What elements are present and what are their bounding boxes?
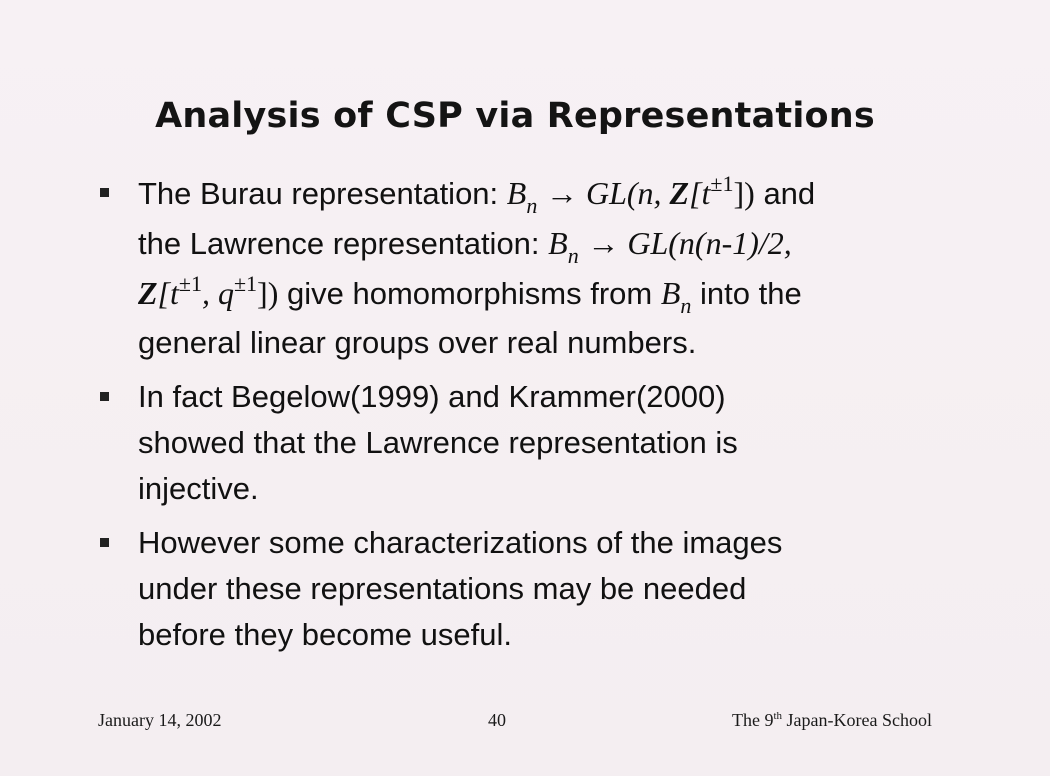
footer-event-prefix: The 9 — [732, 710, 774, 730]
bullet-item-2 — [98, 374, 978, 512]
bullet-1-text: The Burau representation: — [138, 176, 499, 211]
math-subscript: n — [680, 293, 692, 318]
bullet-2-line-1: In fact Begelow(1999) and Krammer(2000) — [138, 379, 726, 414]
math-integers: Z — [669, 175, 690, 211]
math-map: → GL(n, — [545, 175, 670, 211]
math-braid-group: B — [548, 225, 568, 261]
math-variable: [t — [689, 175, 711, 211]
math-map: → GL(n(n-1)/2, — [587, 225, 792, 261]
math-subscript: n — [526, 193, 538, 218]
bullet-item-3 — [98, 520, 978, 658]
bullet-1-text: give homomorphisms from — [286, 276, 653, 311]
math-subscript: n — [567, 243, 579, 268]
footer-event — [732, 710, 932, 731]
math-superscript: ±1 — [233, 271, 258, 296]
math-close: ]) — [733, 175, 755, 211]
bullet-2-line-3: injective. — [138, 471, 259, 506]
bullet-1-line-2 — [138, 220, 978, 270]
math-variable: , q — [201, 275, 234, 311]
bullet-3-line-3: before they become useful. — [138, 617, 512, 652]
math-braid-group: B — [506, 175, 527, 211]
slide-title: Analysis of CSP via Representations — [155, 96, 875, 136]
math-braid-group: B — [660, 275, 681, 311]
bullet-1-line-4: general linear groups over real numbers. — [138, 325, 697, 360]
footer-event-suffix: Japan-Korea School — [782, 710, 932, 730]
footer-date: January 14, 2002 — [98, 710, 222, 730]
footer-event-ordinal: th — [773, 710, 783, 722]
bullet-1-text: and — [763, 176, 816, 211]
bullet-1-text: into the — [700, 276, 802, 311]
bullet-1-text: the Lawrence representation: — [138, 226, 540, 261]
bullet-list — [98, 170, 978, 666]
math-close: ]) — [257, 275, 279, 311]
footer-page-number: 40 — [488, 710, 506, 730]
bullet-3-line-1: However some characterizations of the images — [138, 525, 783, 560]
math-variable: [t — [157, 275, 179, 311]
bullet-item-1 — [98, 170, 978, 366]
bullet-1-line-1 — [138, 170, 978, 220]
bullet-2-line-2: showed that the Lawrence representation is — [138, 425, 738, 460]
math-superscript: ±1 — [178, 271, 202, 296]
math-integers: Z — [138, 275, 158, 311]
bullet-3-line-2: under these representations may be needed — [138, 571, 747, 606]
math-superscript: ±1 — [710, 171, 734, 196]
bullet-1-line-3 — [138, 270, 978, 320]
